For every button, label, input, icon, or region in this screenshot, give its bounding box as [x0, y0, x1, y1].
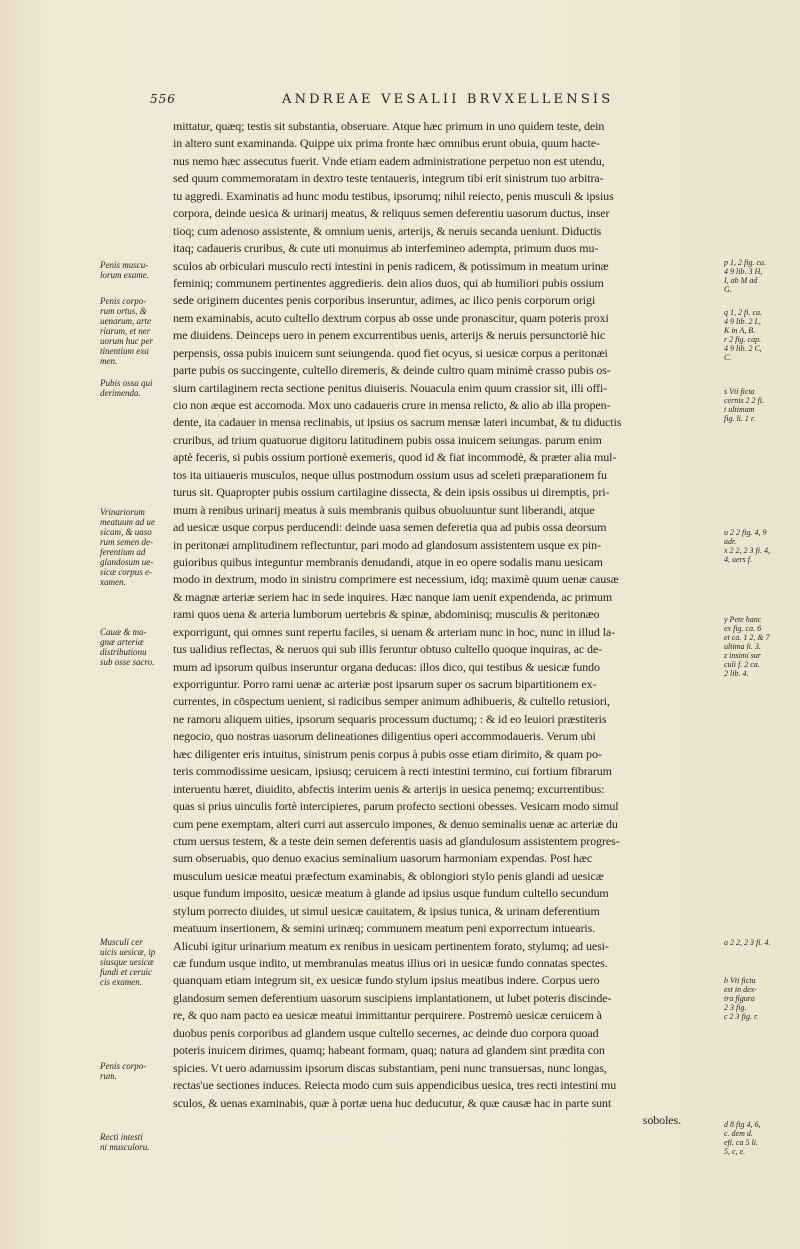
text-line: exporrigunt, qui omnes sunt repertu faciles, si uenam & arteriam nunc in hoc, nunc in illud la-: [173, 624, 616, 639]
margin-note: d 8 fig 4, 6, c. dem d. efi. ca 5 li. 5, c, e.: [724, 1120, 761, 1156]
text-line: parte pubis os succingente, cultello diremeris, & deinde cultro quam minimè crasso pubis os-: [173, 363, 611, 378]
text-line: Alicubi igitur urinarium meatum ex renibus in uesicam pertinentem forato, stylumq; ad uesi-: [173, 938, 609, 953]
text-line: turus sit. Quapropter pubis ossium cartilagine dissecta, & dein ipsis ossibus ui diremptis, pri-: [173, 485, 610, 500]
text-line: exporriguntur. Porro rami uenæ ac arteriæ post ipsarum super os sacrum bipartitionem ex-: [173, 677, 597, 691]
text-line: guioribus quibus integuntur membranis denudandi, atque in eo opere sodalis manu uesicam: [173, 554, 603, 569]
text-line: ctum uersus testem, & a teste dein semen deferentis uasis ad glandulosum assistentem progres-: [173, 833, 620, 848]
text-line: ne ramoru aliquem uities, ipsorum sequaris processum ductumq; : & id eo leuiori præstiteris: [173, 711, 607, 726]
margin-note: y Pete hanc ex fig. ca. 6 et ca. 1 2, & 7 ultima li. 3. z insimi sur culi f. 2 ca. 2 lib. 4.: [724, 615, 770, 678]
text-line: corpora, deinde uesica & urinarij meatus, & reliquus semen deferentiu uasorum ductus, inser: [173, 206, 610, 221]
text-line: tus ualidius reflectas, & neruos qui sub illis feruntur obtuso cultello quoque inquiras, ac de-: [173, 642, 603, 657]
text-line: nem examinabis, acuto cultello dextrum corpus ab osse unde pronascitur, quam poteris proxi: [173, 310, 609, 325]
margin-note: Penis muscu- lorum exame.: [100, 260, 149, 280]
text-line: modo in dextrum, modo in sinistru comprimere est necessium, idq; maximè quum uenæ causæ: [173, 572, 619, 587]
text-line: cio non æque est accomoda. Mox uno cadaueris crure in mensa relicto, & alio ab illa propen-: [173, 398, 611, 412]
text-line: rectas'ue sectiones induces. Reiecta modo cum suis appendicibus uesica, tres recti intestini mu: [173, 1078, 617, 1093]
text-line: tioq; cum adenoso assistente, & omnium uenis, arterijs, & neruis secanda ueniunt. Diductis: [173, 223, 602, 238]
text-line: negocio, quo nostras uasorum delineationes diligentius operi accommodaueris. Verum ubi: [173, 729, 596, 744]
text-line: glandosum semen deferentium uasorum suscipiens implantationem, ut lubet poteris discinde-: [173, 990, 612, 1005]
text-line: mum à renibus urinarij meatus à suis membranis quibus obuoluuntur sunt liberandi, atque: [173, 502, 595, 517]
text-line: usque fundum imposito, uesicæ meatum à glande ad ipsius usque fundum cultello secundum: [173, 886, 609, 901]
text-line: in peritonæi amplitudinem reflectuntur, pari modo ad glandosum assistentem usque ex pin-: [173, 537, 601, 552]
text-line: tu aggredi. Examinatis ad hunc modu testibus, ipsorumq; nihil reiecto, penis musculi & ipsius: [173, 188, 614, 203]
left-margin-notes: [100, 0, 172, 1249]
text-line: poteris inuicem dirimes, quamq; habeant formam, quaq; natura ad glandem sint prædita con: [173, 1043, 605, 1058]
text-line: sede originem ducentes penis corporibus inseruntur, adimes, ac ilico penis corporum origi: [173, 293, 596, 308]
text-line: currentes, in cōspectum uenient, si radicibus semper animum adhibueris, & cultello retusiori,: [173, 694, 610, 709]
text-line: re, & quo nam pacto ea uesicæ meatui immittantur perquirere. Postremò uesicæ ceruicem à: [173, 1008, 602, 1023]
text-line: cum pene exemptam, alteri curri aut asserculo impones, & denuo seminalis uenæ ac arteriæ du: [173, 816, 618, 831]
text-line: hæc diligenter eris intuitus, sinistrum penis corpus à pubis osse etiam dirimito, & quam po-: [173, 746, 602, 761]
text-line: mum ad ipsorum quibus inseruntur organa deducas: illos dico, qui testibus & uesicæ fundo: [173, 659, 600, 674]
text-line: mittatur, quæq; testis sit substantia, obseruare. Atque hæc primum in uno quidem teste, dein: [173, 119, 605, 133]
text-line: in altero sunt examinanda. Quippe uix prima fronte hæc omnibus erunt obuia, quum hacte-: [173, 136, 600, 151]
margin-note: Penis corpo- rum ortus, & uenarum, arte riarum, et ner uorum huc per tinentium exa men.: [100, 296, 153, 366]
text-line: feminiq; communem pertinentes aggredieris. dein alios duos, qui ab humiliori pubis ossium: [173, 275, 604, 290]
text-line: musculum uesicæ meatui præfectum examinabis, & oblongiori stylo penis glandi ad uesicæ: [173, 868, 604, 883]
margin-note: b Vti fictu est in dex- tra figura 2 3 fig. c 2 3 fig. r.: [724, 976, 759, 1021]
text-line: cæ fundum usque indito, ut membranulas meatus illius ori in uesicæ fundo connatas spectes.: [173, 956, 608, 970]
margin-note: u 2 2 fig. 4, 9 adr. x 2 2, 2 3 fi. 4, 4, uers f.: [724, 528, 770, 564]
margin-note: Musculi cer uicis uesicæ, ip siusque uesicæ fundi et ceruic cis examen.: [100, 937, 156, 987]
text-line: aptè feceris, si pubis ossium portionè exemeris, quod id & fiat incommodè, & præter alia mul-: [173, 450, 617, 465]
text-line: tos ita uitiaueris musculos, neque ullus postmodum ossium usus ad sceleti præparationem fu: [173, 467, 607, 482]
text-line: quanquam etiam integrum sit, ex uesicæ fundo stylum ipsius meatibus indere. Corpus uero: [173, 973, 600, 988]
text-line: teris commodissime uesicam, ipsiusq; ceruicem à recti intestini termino, cui fortium fibrarum: [173, 764, 612, 779]
text-line: sed quum commemoratam in dextro teste tentaueris, integrum tibi erit sinistrum tuo arbitra-: [173, 171, 604, 186]
text-line: sum obseruabis, quo denuo exacius seminalium uasorum harmoniam expendas. Post hæc: [173, 851, 593, 866]
text-line: interuentu hæret, diuidito, abfectis interim uenis & arterijs in uesica penemq; excurrentibus:: [173, 781, 605, 796]
right-margin-notes: [724, 0, 796, 1249]
text-line: spicies. Vt uero adamussim ipsorum discas substantiam, peni nunc transuersas, nunc longas,: [173, 1060, 607, 1075]
text-line: sium cartilaginem recta sectione penitus diuiseris. Nouacula enim quum crassior sit, illi offi-: [173, 380, 608, 395]
running-head: ANDREAE VESALII BRVXELLENSIS: [282, 92, 614, 107]
text-line: meatuum insertionem, & semini urinæq; communem meatum peni exporrectum intuearis.: [173, 921, 596, 936]
text-line: me diuidens. Deinceps uero in penem excurrentibus uenis, arterijs & neruis persunctoriè hic: [173, 328, 606, 343]
text-line: perpensis, ossa pubis inuicem sunt seiungenda. quod fiet ocyus, si uesicæ corpus a peritonæi: [173, 345, 608, 360]
margin-note: Recti intesti ni musculoru.: [100, 1132, 150, 1152]
text-line: & magnæ arteriæ seriem hac in sede inquires. Hæc nanque iam uenit expendenda, ac primum: [173, 589, 613, 604]
text-line: duobus penis corporibus ad glandem usque cultello secernes, ac deinde duo corpora quoad: [173, 1025, 599, 1040]
page-header: [150, 92, 750, 112]
margin-note: Penis corpo- rum.: [100, 1061, 147, 1081]
text-line: quas si prius uinculis fortè intercipieres, parum profecto sectioni obesses. Vesicam modo simul: [173, 799, 619, 814]
margin-note: a 2 2, 2 3 fi. 4.: [724, 938, 771, 947]
text-line: nus nemo hæc assecutus fuerit. Vnde etiam eadem administratione perpetuo non est utendu,: [173, 153, 605, 168]
text-line: itaq; cadaueris cruribus, & cute uti monuimus ab interfemineo adempta, primum duos mu-: [173, 241, 599, 256]
text-line: stylum porrecto diuides, ut simul uesicæ cauitatem, & ipsius tunica, & urinam deferentium: [173, 903, 600, 918]
margin-note: Pubis ossa qui derimenda.: [100, 378, 153, 398]
text-line: soboles.: [642, 1112, 681, 1127]
margin-note: Cauæ & ma- gnæ arteriæ distributionu sub osse sacro.: [100, 627, 155, 667]
margin-note: p 1, 2 fig. ca. 4 9 lib. 3 H, I, ab M ad G.: [724, 258, 766, 294]
text-line: dente, ita cadauer in mensa reclinabis, ut ipsius os sacrum mensæ lateri incumbat, & tu diductis: [173, 415, 622, 430]
body-text: [173, 118, 721, 1129]
margin-note: Vrinariorum meatuum ad ue sicam, & uaso rum semen de- ferentium ad glandosum ue- sicæ corpus e- xamen.: [100, 507, 155, 587]
text-line: sculos, & uenas examinabis, quæ à portæ uena huc deducutur, & quæ causæ hac in parte sunt: [173, 1095, 612, 1110]
text-line: ad uesicæ usque corpus perducendi: deinde uasa semen deferetia qua ad pubis ossa deorsum: [173, 520, 607, 535]
margin-note: q 1, 2 fi. ca. 4 9 lib. 2 L, K in A, B. r 2 fig. cap. 4 9 lib. 2 C, C.: [724, 308, 762, 362]
text-line: rami quos uena & arteria lumborum uertebris & spinæ, abdominisq; musculis & peritonæo: [173, 607, 600, 622]
margin-note: s Vti ficta cernis 2 2 fi. t ultimam fig. li. 1 r.: [724, 387, 764, 423]
page-number: 556: [150, 92, 176, 106]
text-line: cruribus, ad trium quatuorue digitoru latitudinem pubis ossa inuicem seiungas. parum enim: [173, 432, 602, 447]
text-line: sculos ab orbiculari musculo recti intestini in penis radicem, & potissimum in meatum urinæ: [173, 258, 609, 273]
